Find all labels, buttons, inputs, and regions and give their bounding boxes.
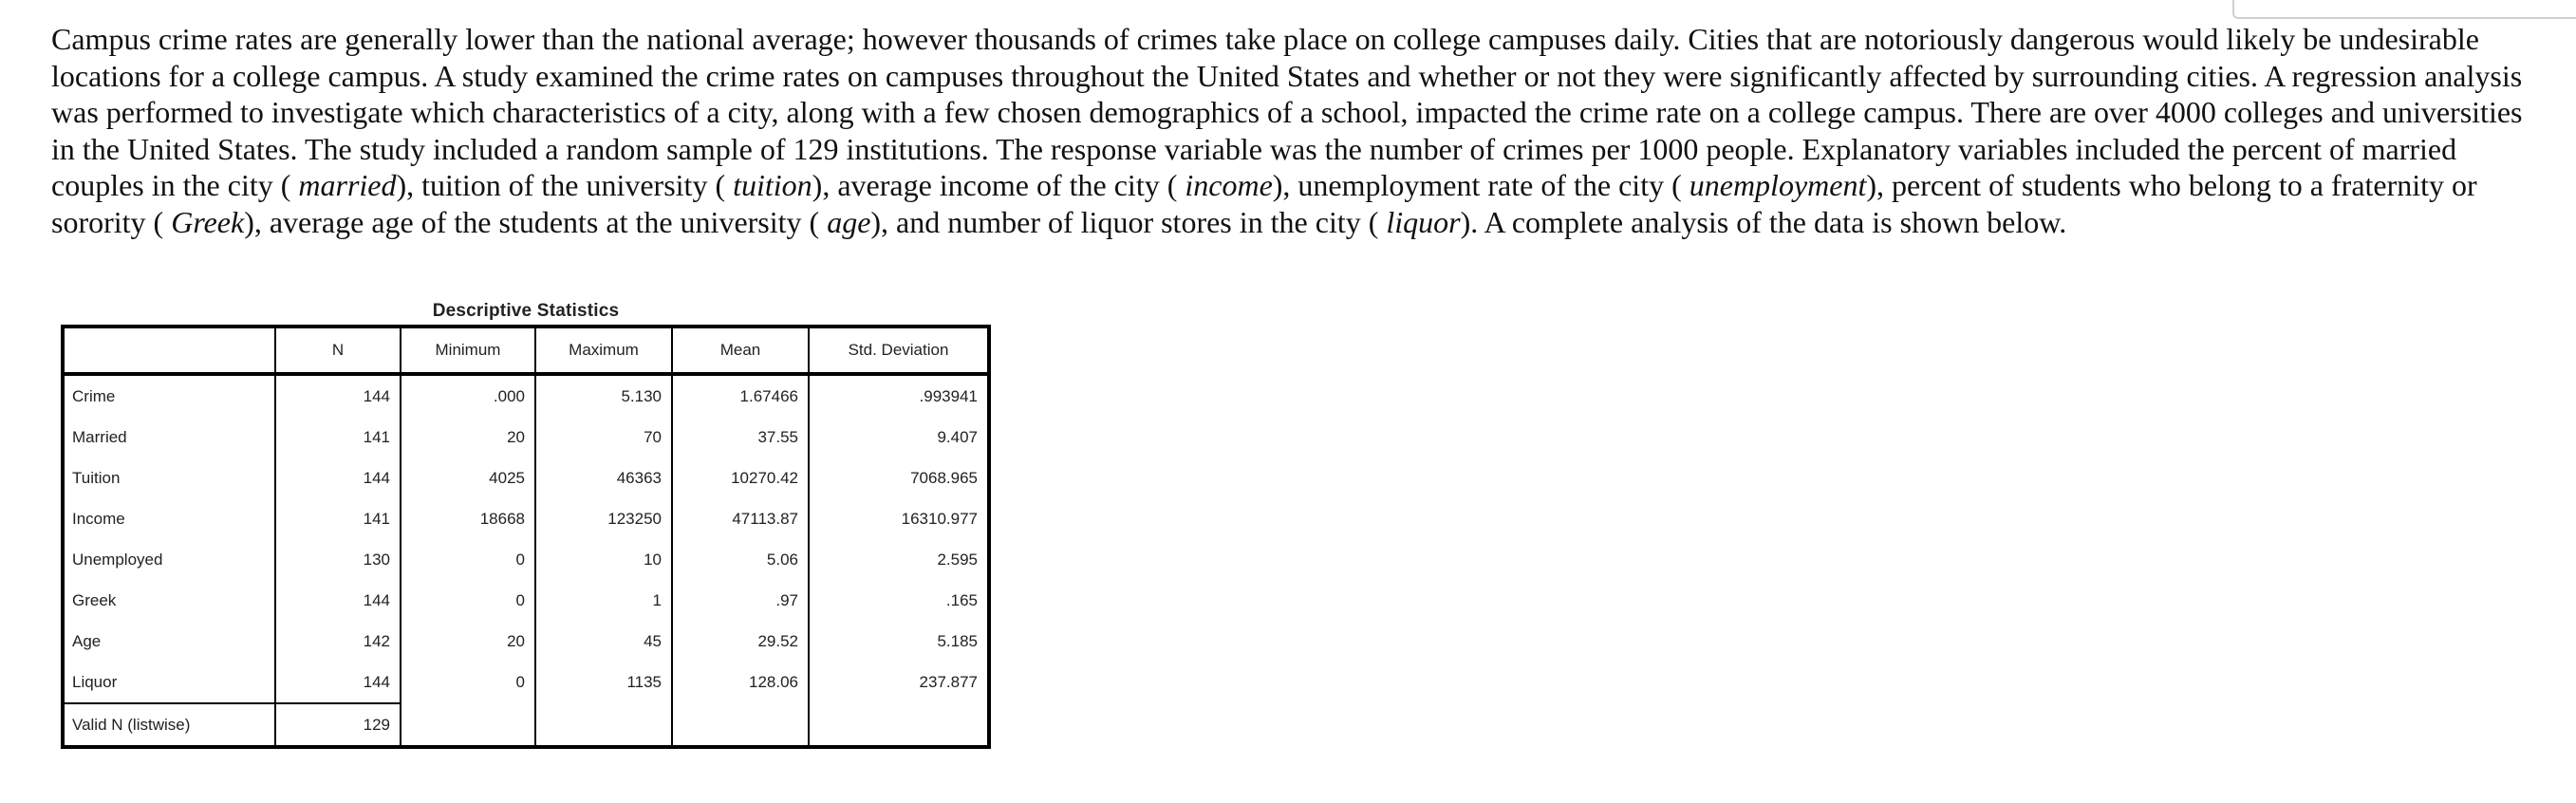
table-row xyxy=(63,458,989,498)
header-cell: Std. Deviation xyxy=(809,327,989,374)
table-cell: 10270.42 xyxy=(672,458,809,498)
window-edge-decoration xyxy=(2232,0,2576,19)
table-row xyxy=(63,621,989,662)
table-cell: 0 xyxy=(401,539,535,580)
table-cell: 70 xyxy=(535,417,672,458)
row-label: Valid N (listwise) xyxy=(63,703,275,747)
table-cell: 144 xyxy=(275,662,401,703)
row-label: Income xyxy=(72,509,125,528)
table-cell: 1135 xyxy=(535,662,672,703)
table-cell: 1.67466 xyxy=(672,374,809,417)
variable-income: income xyxy=(1185,168,1273,202)
table-cell: .993941 xyxy=(809,374,989,417)
paragraph-text-7: ), and number of liquor stores in the city ( xyxy=(870,204,1387,239)
table-cell-empty xyxy=(535,703,672,747)
table-cell: 46363 xyxy=(535,458,672,498)
variable-age: age xyxy=(827,204,871,239)
header-cell: Maximum xyxy=(535,327,672,374)
table-cell: 128.06 xyxy=(672,662,809,703)
variable-unemployment: unemployment xyxy=(1689,168,1867,202)
table-cell: 142 xyxy=(275,621,401,662)
variable-married: married xyxy=(298,168,397,202)
table-cell: 5.06 xyxy=(672,539,809,580)
table-cell: 123250 xyxy=(535,498,672,539)
table-cell: .97 xyxy=(672,580,809,621)
row-label: Crime xyxy=(72,386,116,405)
table-cell-empty xyxy=(809,703,989,747)
table-cell: 237.877 xyxy=(809,662,989,703)
table-cell: 0 xyxy=(401,662,535,703)
table-cell-empty xyxy=(672,703,809,747)
descriptive-statistics-block xyxy=(61,298,991,749)
row-label: Age xyxy=(72,631,102,650)
table-cell: .165 xyxy=(809,580,989,621)
variable-liquor: liquor xyxy=(1386,204,1461,239)
table-title: Descriptive Statistics xyxy=(432,301,620,321)
table-cell: 20 xyxy=(401,417,535,458)
table-cell: 144 xyxy=(275,580,401,621)
problem-description xyxy=(51,21,2538,240)
table-cell: 129 xyxy=(275,703,401,747)
row-label: Tuition xyxy=(72,468,121,487)
table-cell: 141 xyxy=(275,498,401,539)
table-cell: 9.407 xyxy=(809,417,989,458)
table-header-row xyxy=(63,327,989,374)
table-row xyxy=(63,374,989,417)
table-cell: 144 xyxy=(275,374,401,417)
table-cell: 5.130 xyxy=(535,374,672,417)
table-cell: 144 xyxy=(275,458,401,498)
paragraph-text-6: ), average age of the students at the university ( xyxy=(244,204,828,239)
table-cell: .000 xyxy=(401,374,535,417)
table-row xyxy=(63,498,989,539)
table-cell: 16310.977 xyxy=(809,498,989,539)
paragraph-text-4: ), unemployment rate of the city ( xyxy=(1272,168,1689,202)
table-row xyxy=(63,539,989,580)
table-cell-empty xyxy=(401,703,535,747)
table-cell: 45 xyxy=(535,621,672,662)
table-row-valid-n xyxy=(63,703,989,747)
table-cell: 5.185 xyxy=(809,621,989,662)
table-cell: 20 xyxy=(401,621,535,662)
paragraph-text-8: ). A complete analysis of the data is shown below. xyxy=(1460,204,2067,239)
table-cell: 47113.87 xyxy=(672,498,809,539)
row-label: Greek xyxy=(72,590,117,609)
paragraph-text-5: ), percent of students who belong to a fraternity or sorority ( xyxy=(51,168,2477,239)
table-row xyxy=(63,662,989,703)
row-label: Liquor xyxy=(72,672,118,691)
table-cell: 2.595 xyxy=(809,539,989,580)
table-row xyxy=(63,580,989,621)
header-cell: Minimum xyxy=(401,327,535,374)
table-cell: 18668 xyxy=(401,498,535,539)
variable-tuition: tuition xyxy=(733,168,812,202)
table-cell: 1 xyxy=(535,580,672,621)
paragraph-text-2: ), tuition of the university ( xyxy=(396,168,734,202)
header-cell: N xyxy=(275,327,401,374)
table-cell: 4025 xyxy=(401,458,535,498)
table-cell: 29.52 xyxy=(672,621,809,662)
paragraph-text-3: ), average income of the city ( xyxy=(812,168,1185,202)
table-cell: 37.55 xyxy=(672,417,809,458)
table-cell: 130 xyxy=(275,539,401,580)
variable-greek: Greek xyxy=(171,204,245,239)
table-cell: 10 xyxy=(535,539,672,580)
table-cell: 0 xyxy=(401,580,535,621)
header-cell xyxy=(63,327,275,374)
header-cell: Mean xyxy=(672,327,809,374)
row-label: Married xyxy=(72,427,127,446)
paragraph-text-1: Campus crime rates are generally lower than the national average; however thousands of crimes take place on college campuses daily. Cities that are notoriously dangerous would likely be undesirable locations for a college campus. A study examined the crime rates on campuses throughout the United States and whether or not they were significantly affected by surrounding cities. A regression analysis was performed to investigate which characteristics of a city, along with a few chosen demographics of a school, impacted the crime rate on a college campus. There are over 4000 colleges and universities in the United States. The study included a random sample of 129 institutions. The response variable was the number of crimes per 1000 people. Explanatory variables included the percent of married couples in the city ( xyxy=(51,22,2523,202)
row-label: Unemployed xyxy=(72,550,163,569)
table-cell: 7068.965 xyxy=(809,458,989,498)
descriptive-statistics-table xyxy=(61,325,991,749)
table-row xyxy=(63,417,989,458)
table-cell: 141 xyxy=(275,417,401,458)
